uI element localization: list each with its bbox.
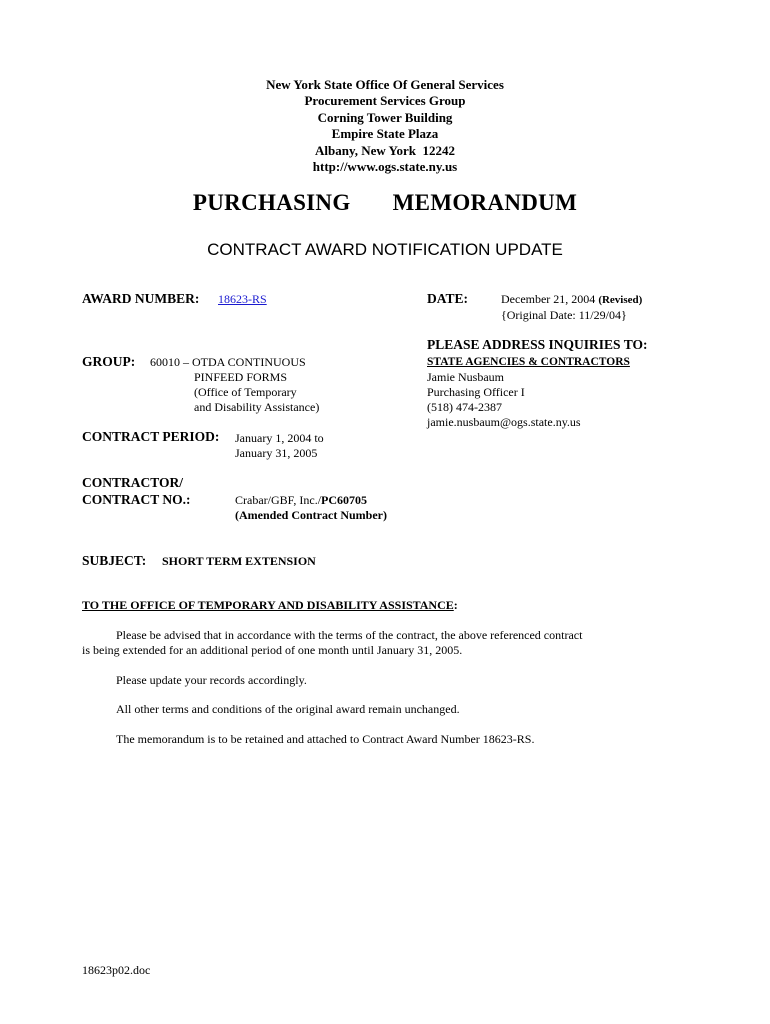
page-title: PURCHASING MEMORANDUM (192, 190, 578, 215)
header-line-agency: New York State Office Of General Services (266, 77, 504, 92)
subject-label: SUBJECT: (82, 553, 147, 568)
contract-number-note: (Amended Contract Number) (235, 508, 387, 522)
original-date: {Original Date: 11/29/04} (501, 308, 627, 322)
para3: All other terms and conditions of the original award remain unchanged. (116, 702, 460, 716)
para2: Please update your records accordingly. (116, 673, 307, 687)
contractor-label-line2: CONTRACT NO.: (82, 492, 191, 507)
contact-email[interactable]: jamie.nusbaum@ogs.state.ny.us (427, 415, 581, 429)
group-label: GROUP: (82, 354, 136, 369)
header-line-building: Corning Tower Building (317, 109, 453, 125)
group-value-rest (194, 370, 319, 415)
addressee-colon: : (453, 598, 458, 612)
inquiries-subheading: STATE AGENCIES & CONTRACTORS (427, 356, 630, 368)
contractor-label-line1: CONTRACTOR/ (82, 475, 184, 490)
header-line-group: Procurement Services Group (304, 93, 466, 109)
date-value: December 21, 2004 (501, 292, 596, 306)
contract-period-value (235, 431, 324, 461)
contact-role: Purchasing Officer I (427, 385, 525, 399)
subject-value: SHORT TERM EXTENSION (162, 554, 316, 568)
contractor-label (82, 474, 191, 508)
para1-line2: is being extended for an additional period of one month until January 31, 2005. (82, 643, 463, 657)
group-value-line3: (Office of Temporary (194, 385, 297, 399)
header-line-plaza: Empire State Plaza (331, 126, 439, 142)
award-number-link[interactable]: 18623-RS (218, 292, 267, 306)
revised-tag: (Revised) (598, 294, 643, 306)
period-start: January 1, 2004 to (235, 431, 324, 445)
header-line-url: http://www.ogs.state.ny.us (312, 159, 458, 175)
period-end: January 31, 2005 (235, 446, 318, 460)
addressee-text: TO THE OFFICE OF TEMPORARY AND DISABILITY ASSISTANCE (82, 598, 454, 612)
para4: The memorandum is to be retained and attached to Contract Award Number 18623-RS. (116, 732, 535, 746)
date-label: DATE: (427, 291, 469, 306)
group-value-line2: PINFEED FORMS (194, 370, 288, 384)
contractor-name: Crabar/GBF, Inc./ (235, 493, 322, 507)
group-value-line1: 60010 – OTDA CONTINUOUS (150, 355, 306, 369)
date-value-block (501, 292, 642, 323)
addressee (82, 598, 458, 613)
footer-filename: 18623p02.doc (82, 963, 151, 977)
para1-line1: Please be advised that in accordance with the terms of the contract, the above referenced contract (116, 628, 583, 642)
contract-period-label: CONTRACT PERIOD: (82, 429, 220, 444)
group-value-line4: and Disability Assistance) (194, 400, 320, 414)
contract-number: PC60705 (321, 493, 368, 507)
award-number-label: AWARD NUMBER: (82, 291, 200, 306)
contractor-value (235, 493, 387, 523)
contact-phone: (518) 474-2387 (427, 400, 502, 414)
contact-name: Jamie Nusbaum (427, 370, 504, 384)
inquiries-contact (427, 355, 630, 430)
page-subtitle: CONTRACT AWARD NOTIFICATION UPDATE (207, 240, 563, 259)
inquiries-heading: PLEASE ADDRESS INQUIRIES TO: (427, 337, 648, 352)
agency-header (0, 77, 770, 175)
header-line-city: Albany, New York 12242 (314, 142, 455, 158)
